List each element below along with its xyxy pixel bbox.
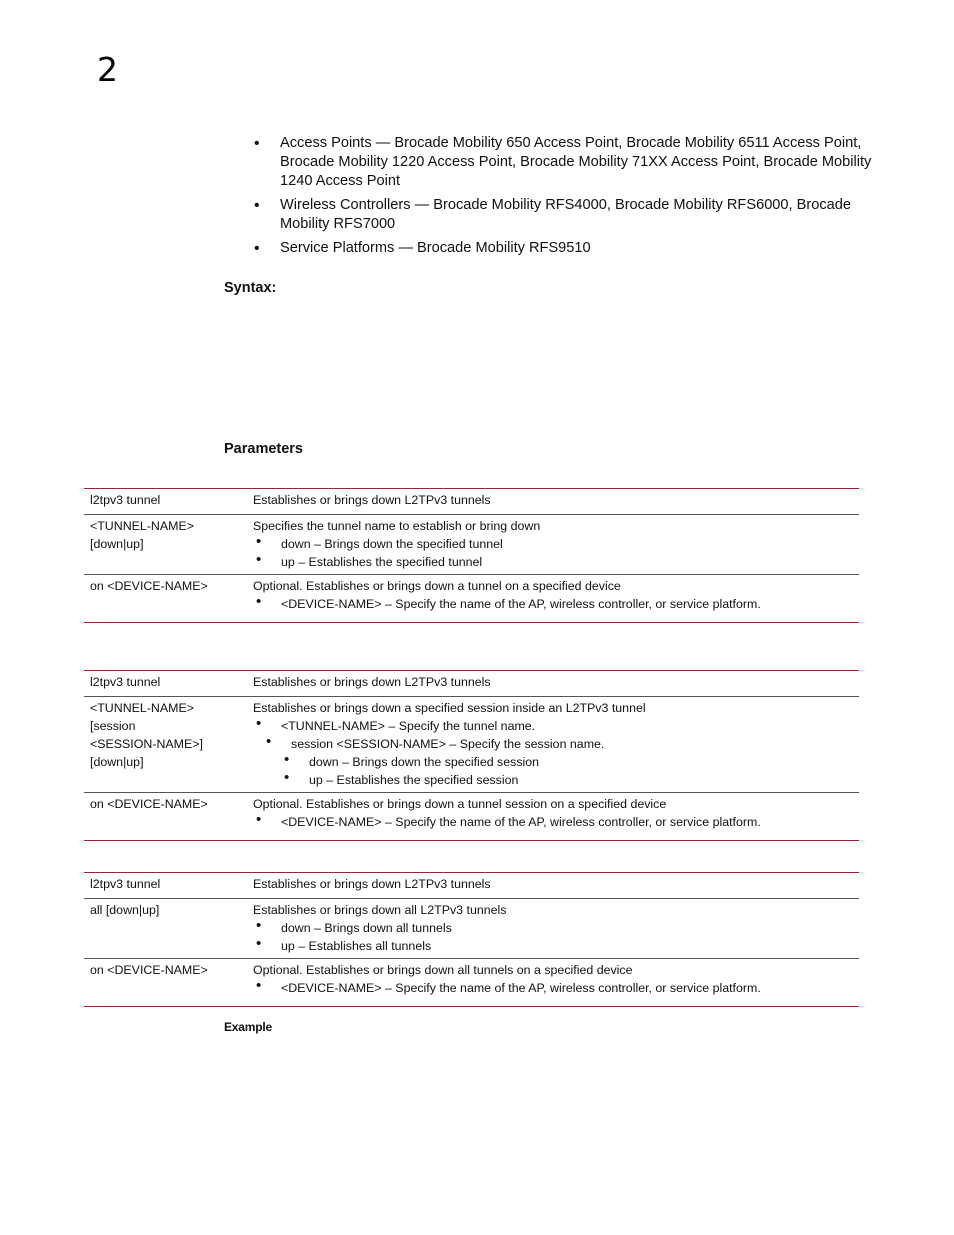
param-bullet: • <DEVICE-NAME> – Specify the name of the AP, wireless controller, or service platform. — [253, 979, 853, 997]
table-row — [84, 489, 859, 515]
table-row — [84, 959, 859, 1007]
param-name-line: [session — [90, 719, 136, 733]
param-description — [241, 793, 859, 841]
param-bullet: • down – Brings down all tunnels — [253, 919, 853, 937]
param-bullet: • <TUNNEL-NAME> – Specify the tunnel name. — [253, 717, 853, 735]
param-bullet: • session <SESSION-NAME> – Specify the session name. — [253, 735, 853, 753]
param-name-line: <SESSION-NAME>] — [90, 737, 203, 751]
param-description-text: Optional. Establishes or brings down a tunnel session on a specified device — [253, 797, 667, 811]
param-description — [241, 697, 859, 793]
param-name: l2tpv3 tunnel — [84, 671, 241, 697]
param-name: l2tpv3 tunnel — [84, 489, 241, 515]
table-row — [84, 873, 859, 899]
param-bullet: • <DEVICE-NAME> – Specify the name of the AP, wireless controller, or service platform. — [253, 813, 853, 831]
param-bullet: • down – Brings down the specified session — [253, 753, 853, 771]
param-name-line: <TUNNEL-NAME> — [90, 701, 194, 715]
param-name-line: [down|up] — [90, 755, 144, 769]
param-name-line: <TUNNEL-NAME> — [90, 519, 194, 533]
param-name: l2tpv3 tunnel — [84, 873, 241, 899]
param-description-text: Optional. Establishes or brings down all tunnels on a specified device — [253, 963, 633, 977]
parameters-table-session — [84, 670, 859, 841]
table-row — [84, 515, 859, 575]
example-heading: Example — [224, 1020, 272, 1034]
supported-platforms-list — [254, 134, 874, 263]
parameters-table-all — [84, 872, 859, 1007]
param-description-text: Establishes or brings down all L2TPv3 tunnels — [253, 903, 507, 917]
param-bullet: • up – Establishes all tunnels — [253, 937, 853, 955]
table-row — [84, 575, 859, 623]
param-name: on <DEVICE-NAME> — [84, 959, 241, 1007]
param-name — [84, 515, 241, 575]
param-description — [241, 515, 859, 575]
syntax-heading: Syntax: — [224, 280, 277, 296]
param-bullet: • <DEVICE-NAME> – Specify the name of the AP, wireless controller, or service platform. — [253, 595, 853, 613]
param-name: all [down|up] — [84, 899, 241, 959]
param-description: Establishes or brings down L2TPv3 tunnels — [241, 489, 859, 515]
param-bullet: • up – Establishes the specified session — [253, 771, 853, 789]
param-description — [241, 899, 859, 959]
param-description: Establishes or brings down L2TPv3 tunnels — [241, 671, 859, 697]
parameters-table-tunnel — [84, 488, 859, 623]
param-description-text: Specifies the tunnel name to establish or bring down — [253, 519, 541, 533]
param-name — [84, 697, 241, 793]
param-bullet: • up – Establishes the specified tunnel — [253, 553, 853, 571]
param-description — [241, 575, 859, 623]
param-name: on <DEVICE-NAME> — [84, 575, 241, 623]
list-item: • Access Points — Brocade Mobility 650 Access Point, Brocade Mobility 6511 Access Point, Brocade Mobility 1220 Access Point, Brocade Mobility 71XX Access Point, Brocade Mobility 1240 Access Point — [254, 134, 874, 191]
param-description: Establishes or brings down L2TPv3 tunnels — [241, 873, 859, 899]
param-description-text: Optional. Establishes or brings down a tunnel on a specified device — [253, 579, 621, 593]
param-name-line: [down|up] — [90, 537, 144, 551]
param-name: on <DEVICE-NAME> — [84, 793, 241, 841]
chapter-number: 2 — [97, 50, 118, 89]
list-item: • Service Platforms — Brocade Mobility RFS9510 — [254, 239, 874, 258]
param-bullet: • down – Brings down the specified tunnel — [253, 535, 853, 553]
table-row — [84, 793, 859, 841]
table-row — [84, 671, 859, 697]
param-description-text: Establishes or brings down a specified session inside an L2TPv3 tunnel — [253, 701, 646, 715]
table-row — [84, 697, 859, 793]
param-description — [241, 959, 859, 1007]
list-item: • Wireless Controllers — Brocade Mobility RFS4000, Brocade Mobility RFS6000, Brocade Mobility RFS7000 — [254, 196, 874, 234]
parameters-heading: Parameters — [224, 441, 303, 457]
table-row — [84, 899, 859, 959]
